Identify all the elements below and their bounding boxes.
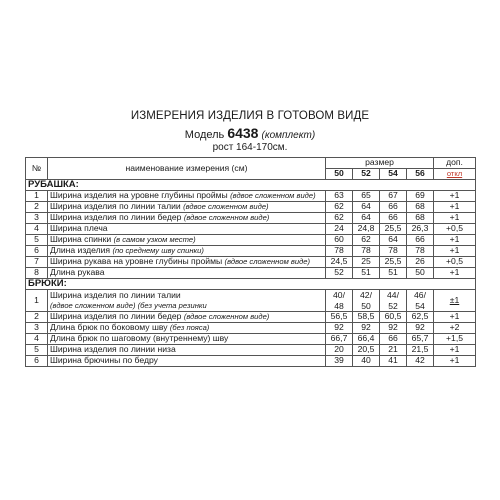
- measurement-name: Ширина рукава на уровне глубины проймы: [50, 256, 223, 267]
- measurement-name-cell: [48, 191, 326, 202]
- tolerance: +1: [434, 202, 476, 213]
- height-range: рост 164-170см.: [212, 142, 288, 153]
- model-number: 6438: [227, 125, 259, 141]
- measurement-name-cell: [48, 312, 326, 323]
- tolerance: +1: [434, 235, 476, 246]
- col-number-header: №: [26, 158, 48, 180]
- size-value-cell: [326, 290, 353, 312]
- row-number: 4: [26, 334, 48, 345]
- size-value-cell: 58,5: [353, 312, 380, 323]
- row-number: 4: [26, 224, 48, 235]
- measurement-note: (вдвое сложенном виде): [183, 312, 270, 322]
- col-size-header: размер: [326, 158, 434, 169]
- measurement-note: (вдвое сложенном виде): [224, 257, 311, 267]
- row-number: 5: [26, 235, 48, 246]
- measurement-name: Ширина изделия по линии талии: [50, 201, 181, 212]
- size-value-cell: 56,5: [326, 312, 353, 323]
- size-value-cell: 66: [380, 202, 407, 213]
- size-value-cell: 66,4: [353, 334, 380, 345]
- table-row: [26, 334, 476, 345]
- row-number: 2: [26, 312, 48, 323]
- row-number: 5: [26, 345, 48, 356]
- row-number: 6: [26, 246, 48, 257]
- measurement-name: Длина изделия: [50, 245, 111, 256]
- row-number: 6: [26, 356, 48, 367]
- size-value-cell: 66,7: [326, 334, 353, 345]
- document-title: ИЗМЕРЕНИЯ ИЗДЕЛИЯ В ГОТОВОМ ВИДЕ: [130, 110, 370, 122]
- size-value-cell: 64: [380, 235, 407, 246]
- size-value-cell: 42: [407, 356, 434, 367]
- tolerance: +0,5: [434, 257, 476, 268]
- measurement-name-cell: [48, 323, 326, 334]
- measurement-name: Ширина изделия по линии талии: [50, 290, 181, 300]
- row-number: 7: [26, 257, 48, 268]
- table-row: [26, 312, 476, 323]
- tolerance: +0,5: [434, 224, 476, 235]
- row-number: 8: [26, 268, 48, 279]
- size-value-cell: 62,5: [407, 312, 434, 323]
- col-tolerance-sub: откл: [446, 169, 463, 179]
- table-row: [26, 356, 476, 367]
- size-value-cell: 25,5: [380, 224, 407, 235]
- table-row: [26, 213, 476, 224]
- size-value-cell: 41: [380, 356, 407, 367]
- size-value-second-line: 50: [361, 300, 371, 311]
- size-52: 52: [353, 169, 380, 180]
- size-value-cell: 66: [380, 334, 407, 345]
- size-value-second-line: 52: [388, 300, 398, 311]
- size-value-cell: 92: [353, 323, 380, 334]
- measurement-note: (вдвое сложенном виде): [183, 213, 270, 223]
- size-value-cell: 68: [407, 213, 434, 224]
- size-value-cell: 65: [353, 191, 380, 202]
- measurement-name-cell: [48, 257, 326, 268]
- size-value-cell: 78: [326, 246, 353, 257]
- table-row: [26, 235, 476, 246]
- size-value-cell: 50: [407, 268, 434, 279]
- measurement-name: Ширина брючины по бедру: [50, 355, 158, 366]
- size-value-cell: 60: [326, 235, 353, 246]
- model-line: [0, 125, 500, 141]
- size-value-second-line: 48: [334, 300, 344, 311]
- col-tolerance-header: доп.: [434, 158, 476, 169]
- size-value-cell: 51: [380, 268, 407, 279]
- measurement-name: Ширина плеча: [50, 223, 108, 234]
- size-value-cell: 60,5: [380, 312, 407, 323]
- table-row: [26, 257, 476, 268]
- size-56: 56: [407, 169, 434, 180]
- size-value-cell: 20: [326, 345, 353, 356]
- measurements-table: [25, 157, 476, 367]
- measurement-note: (без пояса): [169, 323, 210, 333]
- measurement-name: Ширина изделия по линии бедер: [50, 212, 182, 223]
- measurement-name-cell: [48, 202, 326, 213]
- measurement-name: Ширина изделия по линии низа: [50, 344, 176, 355]
- tolerance: +1: [434, 312, 476, 323]
- tolerance: +1: [434, 356, 476, 367]
- measurement-name: Ширина изделия по линии бедер: [50, 311, 182, 322]
- size-value-cell: 25,5: [380, 257, 407, 268]
- col-name-header: наименование измерения (см): [48, 158, 326, 180]
- size-value-cell: 20,5: [353, 345, 380, 356]
- size-value-cell: 78: [353, 246, 380, 257]
- tolerance: +1: [434, 191, 476, 202]
- model-note: (комплект): [261, 130, 316, 141]
- size-value-cell: 24,5: [326, 257, 353, 268]
- measurement-name-cell: [48, 246, 326, 257]
- table-row: [26, 246, 476, 257]
- size-value-cell: 67: [380, 191, 407, 202]
- size-value-second-line: 54: [415, 300, 425, 311]
- size-value-cell: [380, 290, 407, 312]
- measurement-note: (по среднему шву спинки): [112, 246, 204, 256]
- size-value-cell: 62: [353, 235, 380, 246]
- size-value-cell: 51: [353, 268, 380, 279]
- size-value-cell: 39: [326, 356, 353, 367]
- table-row: [26, 345, 476, 356]
- size-value-cell: 66: [407, 235, 434, 246]
- measurement-name: Длина брюк по шаговому (внутреннему) шву: [50, 333, 229, 344]
- size-value-cell: 68: [407, 202, 434, 213]
- header-row: [26, 158, 476, 169]
- measurement-note: (в самом узком месте): [113, 235, 196, 245]
- tolerance: +1: [434, 246, 476, 257]
- section-title: БРЮКИ:: [26, 279, 476, 290]
- size-value-cell: 40: [353, 356, 380, 367]
- size-value: 44/: [387, 290, 399, 300]
- model-label: Модель: [184, 129, 225, 141]
- size-value-cell: 52: [326, 268, 353, 279]
- size-value-cell: 92: [380, 323, 407, 334]
- tolerance: +1,5: [434, 334, 476, 345]
- measurement-name-cell: [48, 345, 326, 356]
- measurement-note: (вдвое сложенном виде): [230, 191, 316, 201]
- measurement-name-cell: [48, 213, 326, 224]
- size-value-cell: 24,8: [353, 224, 380, 235]
- measurement-note: (вдвое сложенном виде) (без учета резинки: [50, 300, 207, 310]
- size-value-cell: 78: [380, 246, 407, 257]
- section-title: РУБАШКА:: [26, 180, 476, 191]
- size-value-cell: 21: [380, 345, 407, 356]
- size-value-cell: 64: [353, 213, 380, 224]
- measurement-name: Длина брюк по боковому шву: [50, 322, 168, 333]
- measurement-name-cell: [48, 290, 326, 312]
- section-row: [26, 180, 476, 191]
- size-value-cell: 63: [326, 191, 353, 202]
- tolerance: +1: [434, 345, 476, 356]
- size-value-cell: 62: [326, 202, 353, 213]
- tolerance: +2: [434, 323, 476, 334]
- size-value-cell: 92: [326, 323, 353, 334]
- size-value-cell: 26,3: [407, 224, 434, 235]
- measurement-name: Ширина изделия на уровне глубины проймы: [50, 190, 228, 201]
- table-row: [26, 268, 476, 279]
- measurement-name: Ширина спинки: [50, 234, 112, 245]
- measurement-name-cell: [48, 334, 326, 345]
- size-value-cell: [407, 290, 434, 312]
- size-value: 42/: [360, 290, 372, 300]
- size-value-cell: 62: [326, 213, 353, 224]
- size-value-cell: 69: [407, 191, 434, 202]
- size-value-cell: 64: [353, 202, 380, 213]
- tolerance: +1: [434, 213, 476, 224]
- size-value-cell: 78: [407, 246, 434, 257]
- section-row: [26, 279, 476, 290]
- size-value-cell: 92: [407, 323, 434, 334]
- tolerance: +1: [434, 268, 476, 279]
- size-value-cell: [353, 290, 380, 312]
- size-value-cell: 25: [353, 257, 380, 268]
- row-number: 3: [26, 213, 48, 224]
- table-row: [26, 202, 476, 213]
- size-value-cell: 24: [326, 224, 353, 235]
- table-row: [26, 290, 476, 312]
- size-value: 46/: [414, 290, 426, 300]
- size-value-cell: 21,5: [407, 345, 434, 356]
- measurement-note: (вдвое сложенном виде): [183, 202, 269, 212]
- size-value-cell: 26: [407, 257, 434, 268]
- table-row: [26, 191, 476, 202]
- size-value-cell: 65,7: [407, 334, 434, 345]
- row-number: 2: [26, 202, 48, 213]
- tolerance: ±1: [434, 290, 476, 312]
- measurement-name-cell: [48, 356, 326, 367]
- measurement-name-cell: [48, 268, 326, 279]
- measurement-name-cell: [48, 224, 326, 235]
- table-row: [26, 323, 476, 334]
- size-value: 40/: [333, 290, 345, 300]
- measurement-name-cell: [48, 235, 326, 246]
- row-number: 1: [26, 191, 48, 202]
- size-54: 54: [380, 169, 407, 180]
- row-number: 1: [26, 290, 48, 312]
- size-value-cell: 66: [380, 213, 407, 224]
- table-row: [26, 224, 476, 235]
- size-50: 50: [326, 169, 353, 180]
- measurement-name: Длина рукава: [50, 267, 105, 278]
- row-number: 3: [26, 323, 48, 334]
